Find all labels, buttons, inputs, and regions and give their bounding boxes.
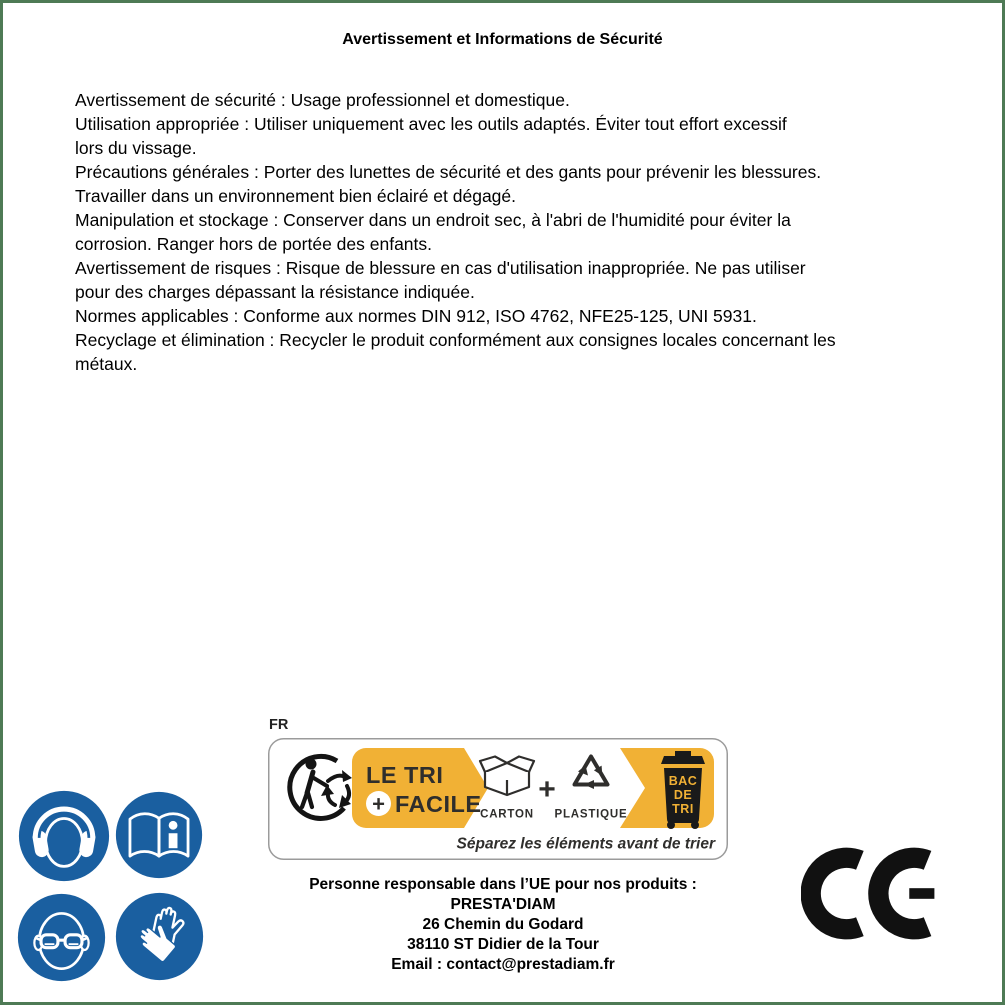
wear-eye-protection-icon xyxy=(17,893,106,982)
body-line: corrosion. Ranger hors de portée des enfants. xyxy=(75,234,433,254)
address-street: 26 Chemin du Godard xyxy=(422,916,584,933)
tri-plus-sign: + xyxy=(372,791,385,817)
responsible-person-block xyxy=(153,875,853,975)
bin-label-line: TRI xyxy=(672,802,694,816)
tri-title-line1: LE TRI xyxy=(366,762,444,788)
body-line: Précautions générales : Porter des lunettes de sécurité et des gants pour prévenir les blessures. xyxy=(75,162,822,182)
body-line: Recyclage et élimination : Recycler le produit conformément aux consignes locales concernant les xyxy=(75,330,836,350)
body-line: Avertissement de sécurité : Usage professionnel et domestique. xyxy=(75,90,570,110)
bin-label-line: BAC xyxy=(668,774,698,788)
wear-ear-protection-icon xyxy=(18,790,110,882)
body-line: Avertissement de risques : Risque de blessure en cas d'utilisation inappropriée. Ne pas utiliser xyxy=(75,258,806,278)
bin-label-line: DE xyxy=(673,788,693,802)
tri-footer-text: Séparez les éléments avant de trier xyxy=(456,835,715,853)
sorting-bin-icon xyxy=(661,751,705,829)
body-line: Travailler dans un environnement bien éclairé et dégagé. xyxy=(75,186,517,206)
company-name: PRESTA'DIAM xyxy=(450,896,556,913)
body-line: Utilisation appropriée : Utiliser uniquement avec les outils adaptés. Éviter tout effort excessif xyxy=(75,114,787,134)
body-line: pour des charges dépassant la résistance indiquée. xyxy=(75,282,475,302)
responsible-line: Personne responsable dans l’UE pour nos produits : xyxy=(309,876,697,893)
contact-email: Email : contact@prestadiam.fr xyxy=(391,956,615,973)
recycling-sorting-label xyxy=(268,738,728,860)
body-line: Manipulation et stockage : Conserver dans un endroit sec, à l'abri de l'humidité pour éviter la xyxy=(75,210,791,230)
material-carton-label: CARTON xyxy=(480,808,534,821)
address-city: 38110 ST Didier de la Tour xyxy=(407,936,599,953)
page-title: Avertissement et Informations de Sécurité xyxy=(342,31,663,48)
body-line: métaux. xyxy=(75,354,138,374)
country-code-label: FR xyxy=(269,717,289,733)
carton-icon xyxy=(480,757,534,796)
body-line: Normes applicables : Conforme aux normes DIN 912, ISO 4762, NFE25-125, UNI 5931. xyxy=(75,306,757,326)
body-line: lors du vissage. xyxy=(75,138,197,158)
ce-marking-icon xyxy=(801,846,946,941)
tri-title-line2: FACILE xyxy=(395,791,482,817)
material-plastique-label: PLASTIQUE xyxy=(554,808,628,821)
safety-text-block xyxy=(75,88,965,376)
read-instruction-manual-icon xyxy=(115,791,203,879)
plus-separator: + xyxy=(538,773,556,806)
